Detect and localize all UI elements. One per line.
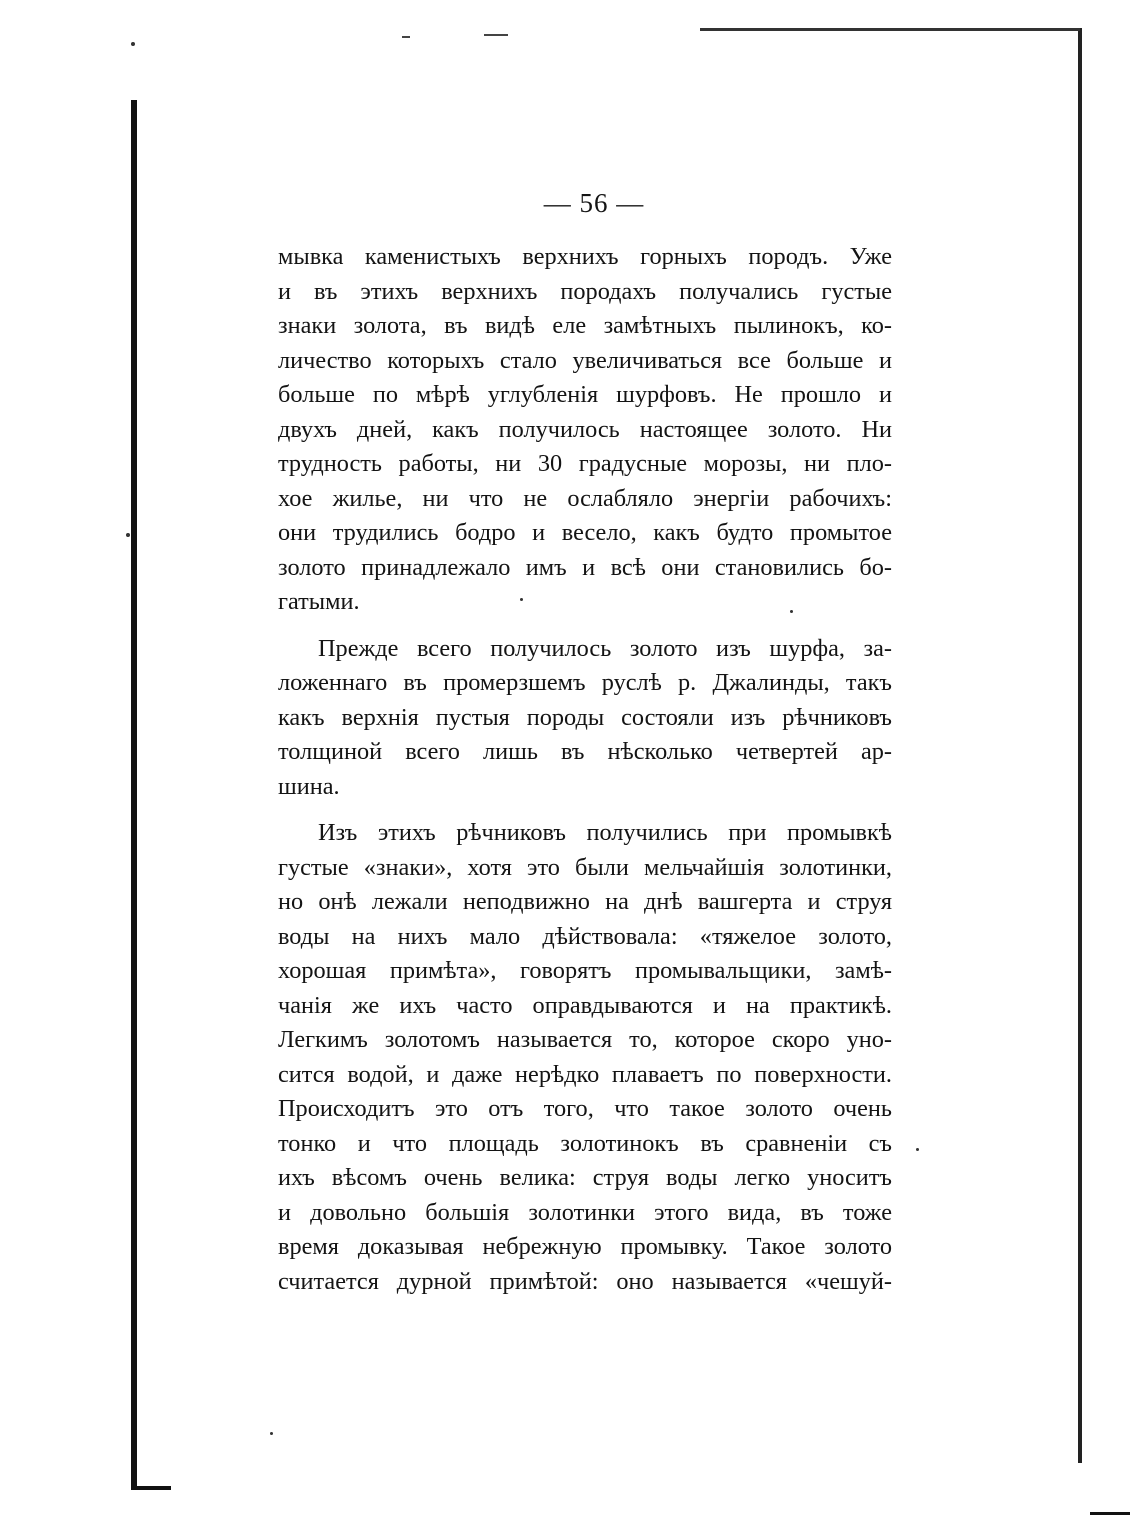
text-line: ихъ вѣсомъ очень велика: струя воды легко уноситъ (278, 1164, 892, 1191)
scan-border-bottom-right (1090, 1512, 1130, 1515)
text-line: чанія же ихъ часто оправдываются и на практикѣ. (278, 991, 892, 1019)
scan-border-left-foot (131, 1486, 171, 1490)
text-line: ложеннаго въ промерзшемъ руслѣ р. Джалинды, такъ (278, 669, 892, 696)
text-line: Прежде всего получилось золото изъ шурфа, за- (318, 634, 892, 662)
text-line: воды на нихъ мало дѣйствовала: «тяжелое золото, (278, 922, 892, 950)
scan-dash (484, 34, 508, 36)
text-line: больше по мѣрѣ углубленія шурфовъ. Не прошло и (278, 381, 892, 408)
text-line: шина. (278, 772, 340, 800)
scan-border-left (131, 100, 137, 1490)
text-line: трудность работы, ни 30 градусные морозы, ни пло- (278, 450, 892, 477)
text-line: Легкимъ золотомъ называется то, которое скоро уно- (278, 1026, 892, 1053)
paragraph (278, 816, 892, 1299)
text-line: они трудились бодро и весело, какъ будто промытое (278, 519, 892, 546)
text-line: толщиной всего лишь въ нѣсколько четвертей ар- (278, 738, 892, 765)
text-line: тонко и что площадь золотинокъ въ сравненіи съ (278, 1129, 892, 1157)
text-line: Происходитъ это отъ того, что такое золото очень (278, 1095, 892, 1122)
paragraph-gap (278, 620, 892, 632)
text-line: время доказывая небрежную промывку. Такое золото (278, 1233, 892, 1260)
text-line: Изъ этихъ рѣчниковъ получились при промывкѣ (318, 819, 892, 846)
text-line: хое жилье, ни что не ослабляло энергіи рабочихъ: (278, 484, 892, 512)
scan-border-top (700, 28, 1080, 31)
paragraph (278, 240, 892, 620)
body-text (278, 240, 892, 1299)
paragraph (278, 632, 892, 805)
scan-speck (131, 42, 135, 46)
text-line: знаки золота, въ видѣ еле замѣтныхъ пылинокъ, ко- (278, 312, 892, 339)
text-line: какъ верхнія пустыя породы состояли изъ рѣчниковъ (278, 703, 892, 731)
text-line: густые «знаки», хотя это были мельчайшія золотинки, (278, 853, 892, 881)
page-number: — 56 — (543, 188, 645, 218)
text-line: двухъ дней, какъ получилось настоящее золото. Ни (278, 415, 892, 443)
scan-border-right (1078, 28, 1082, 1463)
scan-speck (916, 1148, 919, 1151)
text-line: сится водой, и даже нерѣдко плаваетъ по поверхности. (278, 1060, 892, 1088)
scan-dash (402, 36, 410, 38)
paragraph-gap (278, 804, 892, 816)
text-line: но онѣ лежали неподвижно на днѣ вашгерта и струя (278, 888, 892, 915)
text-line: и довольно большія золотинки этого вида, въ тоже (278, 1198, 892, 1226)
scan-speck (126, 533, 130, 537)
text-line: хорошая примѣта», говорятъ промывальщики, замѣ- (278, 957, 892, 984)
scan-speck (270, 1432, 273, 1435)
text-line: мывка каменистыхъ верхнихъ горныхъ породъ. Уже (278, 243, 892, 270)
text-line: личество которыхъ стало увеличиваться все больше и (278, 346, 892, 374)
text-line: золото принадлежало имъ и всѣ они становились бо- (278, 553, 892, 581)
text-line: считается дурной примѣтой: оно называется «чешуй- (278, 1267, 892, 1295)
text-line: и въ этихъ верхнихъ породахъ получались густые (278, 277, 892, 305)
text-line: гатыми. (278, 588, 360, 615)
